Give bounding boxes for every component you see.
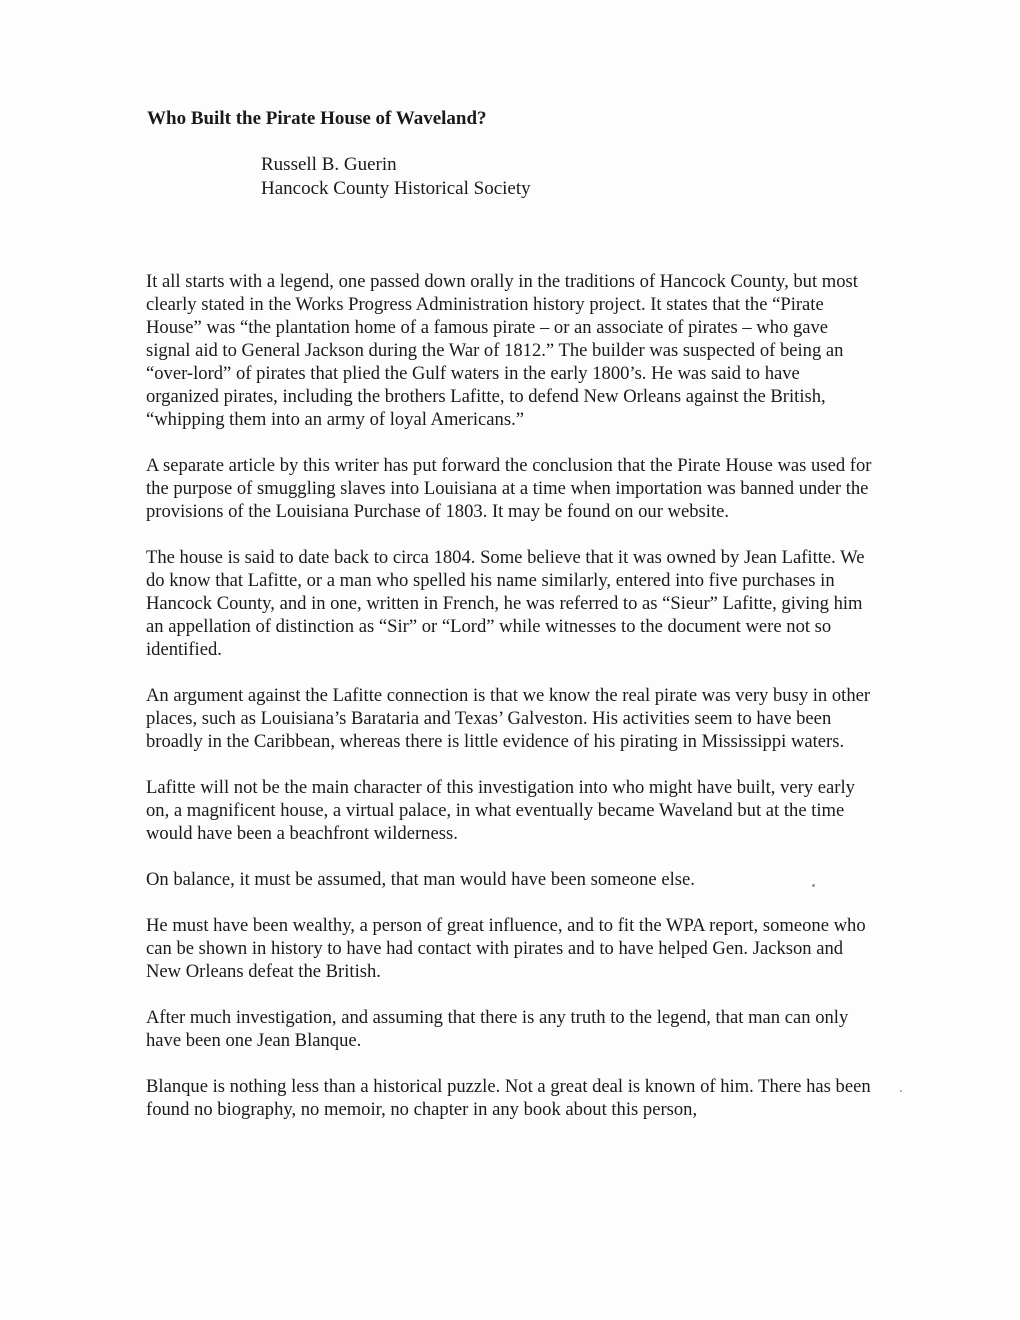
scan-speck [812, 884, 815, 887]
author-affiliation: Hancock County Historical Society [261, 178, 531, 199]
byline [261, 153, 531, 201]
paragraph: On balance, it must be assumed, that man would have been someone else. [146, 869, 695, 890]
paragraph: The house is said to date back to circa 1804. Some believe that it was owned by Jean Lafitte. We do know that Lafitte, or a man who spelled his name similarly, entered into five purchases in Hancock County, and in one, written in French, he was referred to as “Sieur” Lafitte, giving him an appellation of distinction as “Sir” or “Lord” while witnesses to the document were not so identified. [146, 547, 865, 660]
paragraph: A separate article by this writer has put forward the conclusion that the Pirate House was used for the purpose of smuggling slaves into Louisiana at a time when importation was banned under the provisions of the Louisiana Purchase of 1803. It may be found on our website. [146, 455, 872, 522]
paragraph: He must have been wealthy, a person of great influence, and to fit the WPA report, someone who can be shown in history to have had contact with pirates and to have helped Gen. Jackson and New Orleans defeat the British. [146, 915, 866, 982]
paragraph: Blanque is nothing less than a historical puzzle. Not a great deal is known of him. There has been found no biography, no memoir, no chapter in any book about this person, [146, 1076, 871, 1120]
document-body [146, 270, 876, 1121]
paragraph: After much investigation, and assuming that there is any truth to the legend, that man can only have been one Jean Blanque. [146, 1007, 849, 1051]
paragraph: An argument against the Lafitte connection is that we know the real pirate was very busy in other places, such as Louisiana’s Barataria and Texas’ Galveston. His activities seem to have been broadly in the Caribbean, whereas there is little evidence of his pirating in Mississippi waters. [146, 685, 871, 752]
paragraph: It all starts with a legend, one passed down orally in the traditions of Hancock County, but most clearly stated in the Works Progress Administration history project. It states that the “Pirate House” was “the plantation home of a famous pirate – or an associate of pirates – who gave signal aid to General Jackson during the War of 1812.” The builder was suspected of being an “over-lord” of pirates that plied the Gulf waters in the early 1800’s. He was said to have organized pirates, including the brothers Lafitte, to defend New Orleans against the British, “whipping them into an army of loyal Americans.” [146, 271, 858, 430]
author-name: Russell B. Guerin [261, 154, 397, 175]
scan-speck [900, 1090, 902, 1092]
paragraph: Lafitte will not be the main character of this investigation into who might have built, very early on, a magnificent house, a virtual palace, in what eventually became Waveland but at the time would have been a beachfront wilderness. [146, 777, 855, 844]
document-title: Who Built the Pirate House of Waveland? [147, 108, 487, 129]
